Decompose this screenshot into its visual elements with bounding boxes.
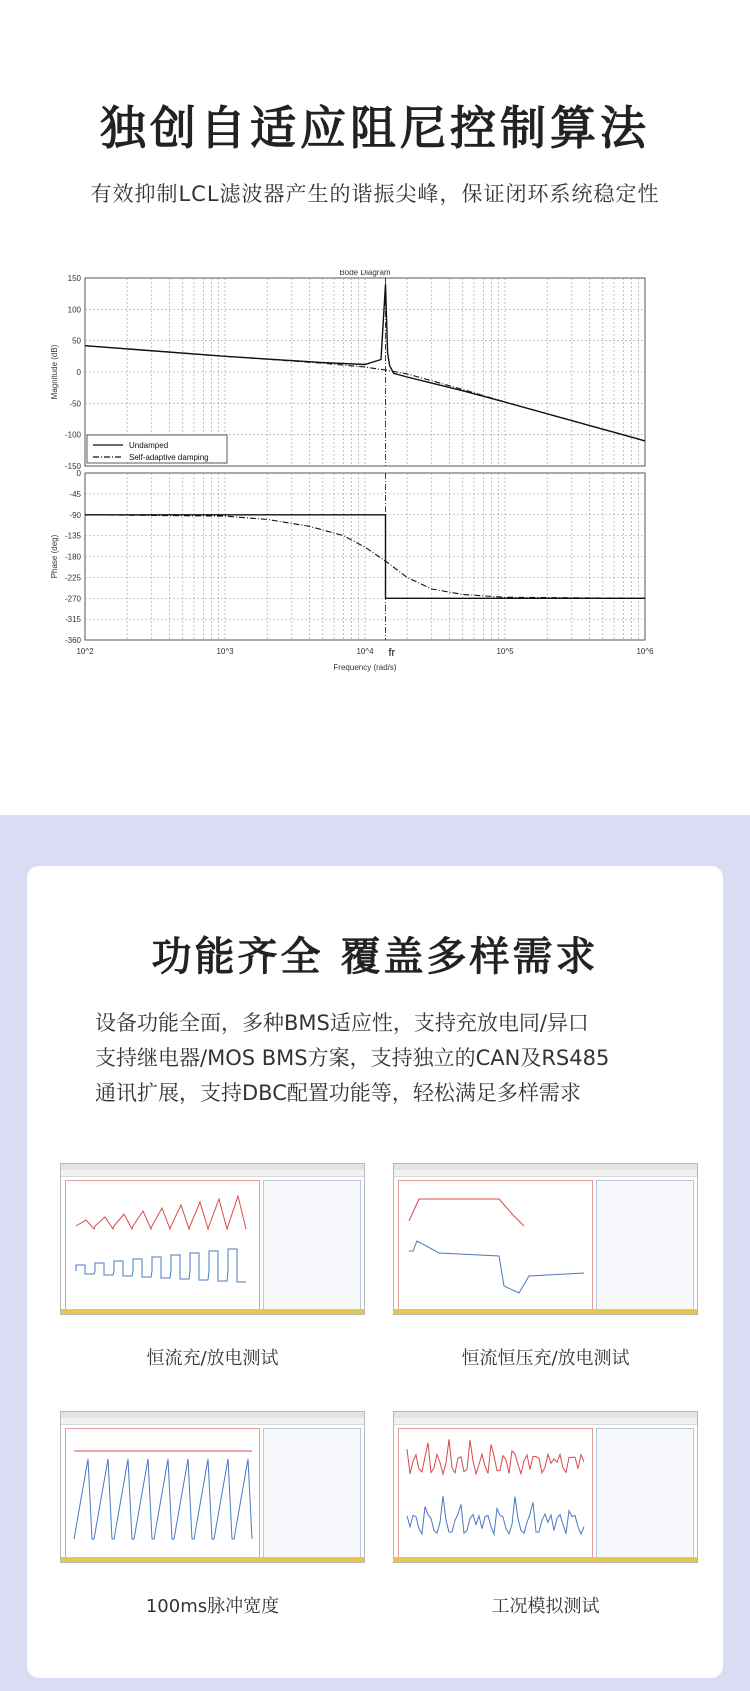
y-tick-label: -360 [64,636,81,645]
current-trace [74,1459,252,1539]
x-axis-label: Frequency (rad/s) [333,663,397,672]
y-tick-label: -225 [64,573,81,583]
x-tick-label: 10^4 [356,647,374,656]
x-tick-label: 10^6 [636,647,654,656]
caption-cccv-test: 恒流恒压充/放电测试 [461,1348,630,1369]
y-tick-label: 50 [72,336,81,346]
data-panel [596,1428,694,1558]
section-title: 独创自适应阻尼控制算法 [100,101,650,155]
features-text-line-2: 支持继电器/MOS BMS方案，支持独立的CAN及RS485 [95,1046,610,1070]
y-tick-label: -50 [69,399,81,409]
y-tick-label: 100 [67,305,81,315]
chart-title: Bode Diagram [339,270,391,277]
caption-pulse-test: 100ms脉冲宽度 [145,1596,280,1617]
y-tick-label: -180 [64,552,81,562]
screenshot-cc-test [60,1163,365,1315]
y-tick-label: 0 [76,469,81,478]
features-title: 功能齐全 覆盖多样需求 [151,934,599,980]
y-tick-label: -270 [64,594,81,604]
current-trace [76,1249,246,1282]
screenshot-drive-cycle-test [393,1411,698,1563]
data-panel [596,1180,694,1310]
waveform-plot [399,1181,594,1311]
waveform-plot [66,1181,261,1311]
voltage-trace [407,1439,584,1474]
y-axis-label: Magnitude (dB) [50,344,59,400]
section-subtitle: 有效抑制LCL滤波器产生的谐振尖峰，保证闭环系统稳定性 [90,182,660,206]
current-trace [407,1496,584,1534]
caption-drive-cycle-test: 工况模拟测试 [491,1596,600,1617]
voltage-trace [409,1199,524,1226]
bode-chart-svg [40,270,710,730]
y-axis-label: Phase (deg) [50,534,59,579]
y-tick-label: -100 [64,430,81,440]
y-tick-label: -90 [69,510,81,520]
features-text-line-3: 通讯扩展，支持DBC配置功能等，轻松满足多样需求 [95,1081,581,1105]
y-tick-label: 0 [76,368,81,377]
data-panel [263,1428,361,1558]
features-text-line-1: 设备功能全面，多种BMS适应性，支持充放电同/异口 [95,1011,589,1035]
screenshot-pulse-test [60,1411,365,1563]
y-tick-label: -135 [64,531,81,541]
waveform-plot [66,1429,261,1559]
data-panel [263,1180,361,1310]
y-tick-label: 150 [67,274,81,283]
x-tick-label: 10^3 [216,647,234,656]
fr-annotation: fr [388,647,396,659]
current-trace [409,1241,584,1293]
waveform-plot [399,1429,594,1559]
screenshot-cccv-test [393,1163,698,1315]
x-tick-label: 10^2 [76,647,94,656]
bode-diagram [40,270,710,730]
y-tick-label: -150 [64,462,81,471]
x-tick-label: 10^5 [496,647,514,656]
voltage-trace [76,1196,246,1229]
legend-label: Undamped [129,441,169,450]
y-tick-label: -315 [64,615,81,625]
caption-cc-test: 恒流充/放电测试 [146,1348,279,1369]
y-tick-label: -45 [69,489,81,499]
legend-label: Self-adaptive damping [129,453,209,462]
